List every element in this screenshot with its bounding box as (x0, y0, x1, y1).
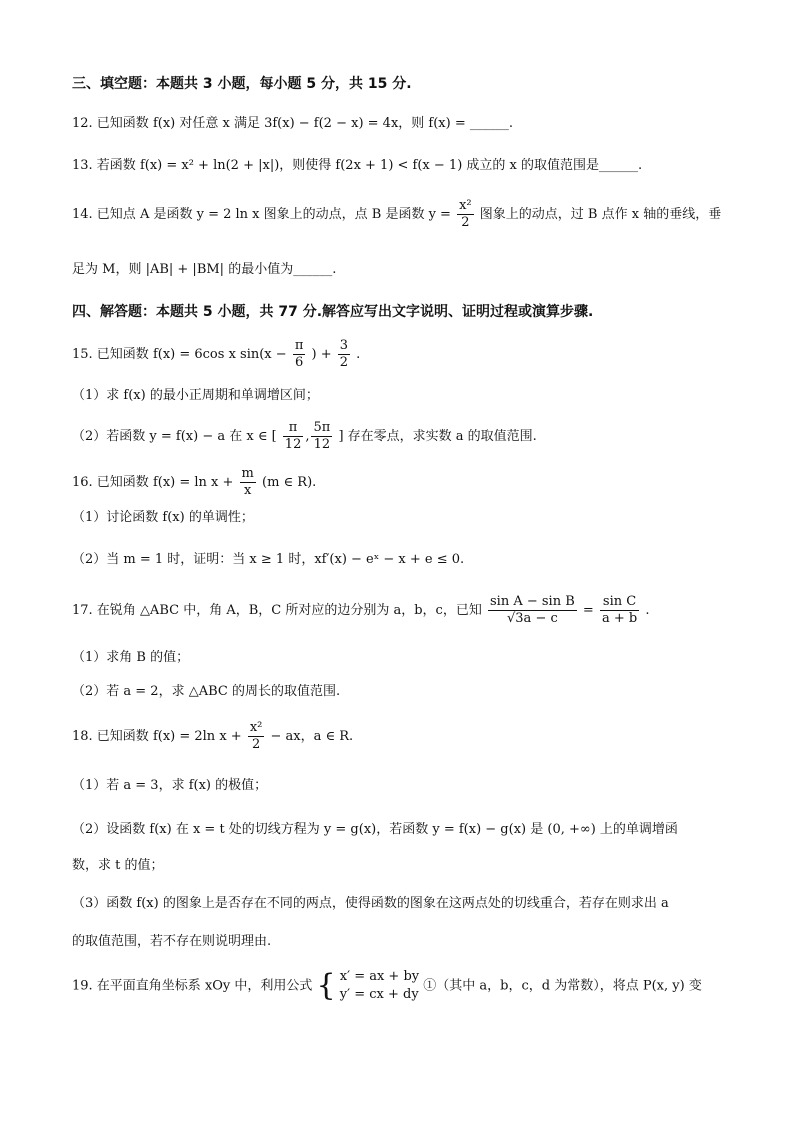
q16-frac-num: m (241, 466, 254, 481)
q15-p2-f1-den: 12 (284, 437, 302, 452)
question-18-part-3-line-1: （3）函数 f(x) 的图象上是否存在不同的两点，使得函数的图象在这两点处的切线重合，若存在则求出 a (72, 896, 669, 911)
question-18-part-2-line-2: 数，求 t 的值； (72, 858, 164, 873)
q15-p2-f2-num: 5π (313, 420, 331, 435)
q17-fraction-right (600, 594, 639, 627)
q19-stem-b: ①（其中 a，b，c，d 为常数），将点 P(x, y) 变 (423, 978, 702, 994)
q15-p2-frac-1 (283, 420, 304, 453)
q18-stem-b: − ax，a ∈ R. (270, 729, 354, 744)
q19-equation-2: y′ = cx + dy (339, 987, 419, 1002)
q14-frac-num: x² (459, 198, 472, 213)
q15-p2-f2-den: 12 (313, 437, 331, 452)
q17-stem-a: 17. 在锐角 △ABC 中，角 A，B，C 所对应的边分别为 a，b，c，已知 (72, 603, 482, 618)
q17-equals: = (582, 603, 594, 618)
q15-frac-3-2 (338, 338, 350, 371)
q16-stem-a: 16. 已知函数 f(x) = ln x + (72, 475, 234, 490)
question-17 (72, 594, 734, 627)
q15-p2-f1-num: π (283, 420, 304, 437)
question-14-line-2: 足为 M，则 |AB| + |BM| 的最小值为______. (72, 262, 337, 277)
q15-c-den: 2 (339, 355, 349, 370)
question-18-part-1: （1）若 a = 3，求 f(x) 的极值； (72, 778, 268, 793)
question-18-part-2-line-1: （2）设函数 f(x) 在 x = t 处的切线方程为 y = g(x)，若函数 y = f(x) − g(x) 是 (0, +∞) 上的单调增函 (72, 822, 678, 837)
question-16 (72, 466, 734, 499)
q17-stem-b: . (645, 603, 650, 618)
q18-frac-den: 2 (251, 737, 261, 752)
question-18-part-3-line-2: 的取值范围，若不存在则说明理由. (72, 934, 272, 949)
q19-equation-1: x′ = ax + by (339, 969, 420, 984)
q15-frac-pi6 (293, 338, 306, 371)
q15-stem-b: ) + (311, 347, 332, 362)
q17-fraction-left (488, 594, 577, 627)
q15-stem-c: . (356, 347, 361, 362)
q17-f2-den: a + b (601, 611, 638, 626)
question-12: 12. 已知函数 f(x) 对任意 x 满足 3f(x) − f(2 − x) = 4x，则 f(x) = ______. (72, 116, 513, 131)
question-18 (72, 720, 734, 753)
q14-stem-b: 图象上的动点，过 B 点作 x 轴的垂线，垂 (479, 207, 722, 222)
q15-pi6-den: 6 (294, 355, 304, 370)
q14-stem-a: 14. 已知点 A 是函数 y = 2 ln x 图象上的动点，点 B 是函数 y = (72, 207, 451, 222)
question-17-part-1: （1）求角 B 的值； (72, 650, 190, 665)
q17-f2-num: sin C (600, 594, 639, 611)
q14-fraction (457, 198, 474, 231)
left-brace-icon: { (316, 968, 336, 1003)
q15-pi6-num: π (294, 338, 304, 353)
q18-stem-a: 18. 已知函数 f(x) = 2ln x + (72, 729, 242, 744)
q18-fraction (248, 720, 265, 753)
question-15-part-2 (72, 420, 734, 453)
question-19 (72, 968, 734, 1004)
question-13: 13. 若函数 f(x) = x² + ln(2 + |x|)，则使得 f(2x + 1) < f(x − 1) 成立的 x 的取值范围是______. (72, 158, 643, 173)
q16-fraction (240, 466, 256, 499)
q19-equation-system (340, 968, 419, 1004)
section-4-heading: 四、解答题：本题共 5 小题，共 77 分.解答应写出文字说明、证明过程或演算步骤. (72, 304, 594, 320)
question-14-line-1 (72, 198, 734, 231)
q15-p2-a: （2）若函数 y = f(x) − a 在 x ∈ [ (72, 429, 277, 444)
q19-stem-a: 19. 在平面直角坐标系 xOy 中，利用公式 (72, 978, 313, 994)
q17-f1-num: sin A − sin B (489, 594, 575, 609)
q15-c-num: 3 (339, 338, 349, 353)
section-3-heading: 三、填空题：本题共 3 小题，每小题 5 分，共 15 分. (72, 76, 412, 92)
q16-frac-den: x (244, 483, 252, 498)
q15-p2-comma: , (305, 429, 310, 444)
q17-f1-den: √3a − c (507, 611, 558, 626)
q15-p2-b: ] 存在零点，求实数 a 的取值范围. (338, 429, 537, 444)
question-16-part-2: （2）当 m = 1 时，证明：当 x ≥ 1 时，xf′(x) − eˣ − x + e ≤ 0. (72, 552, 465, 567)
q15-stem-a: 15. 已知函数 f(x) = 6cos x sin(x − (72, 347, 287, 362)
question-15 (72, 338, 734, 371)
question-15-part-1: （1）求 f(x) 的最小正周期和单调增区间； (72, 388, 319, 403)
q15-p2-frac-2 (311, 420, 332, 453)
q14-frac-den: 2 (461, 215, 470, 230)
question-16-part-1: （1）讨论函数 f(x) 的单调性； (72, 510, 254, 525)
q18-frac-num: x² (249, 720, 263, 735)
question-17-part-2: （2）若 a = 2，求 △ABC 的周长的取值范围. (72, 684, 341, 699)
q16-stem-b: (m ∈ R). (262, 475, 317, 490)
